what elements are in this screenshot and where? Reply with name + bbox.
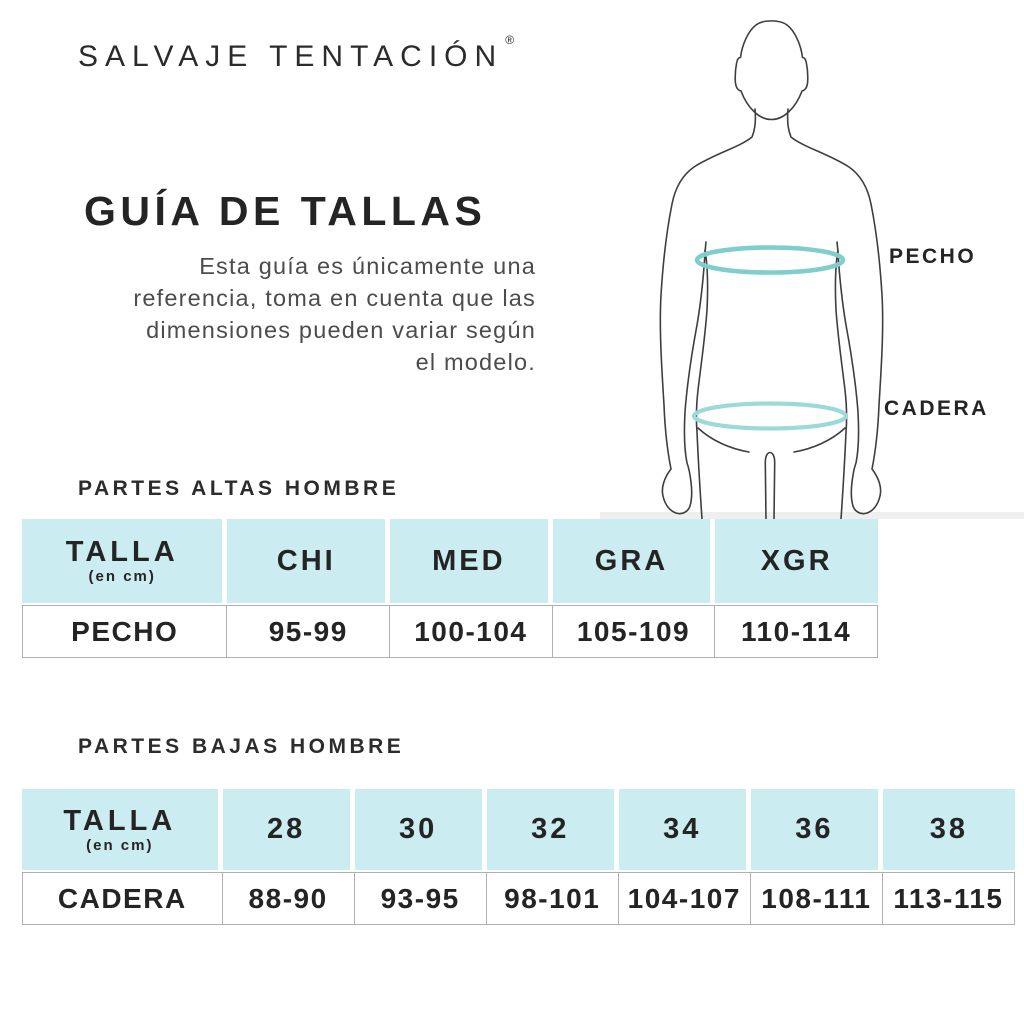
table-header-row (22, 789, 1015, 870)
value-cell: 108-111 (751, 872, 883, 925)
section-title-tops: PARTES ALTAS HOMBRE (78, 477, 400, 500)
guide-description (36, 250, 536, 378)
value-cell: 98-101 (487, 872, 619, 925)
header-cell-talla (22, 789, 223, 870)
brand-logo (78, 33, 515, 74)
value-cell: 104-107 (619, 872, 751, 925)
brand-name: SALVAJE TENTACIÓN (78, 40, 504, 73)
header-cell-size: 36 (751, 789, 883, 870)
value-cell: 105-109 (553, 605, 716, 658)
description-line: dimensiones pueden variar según (146, 317, 536, 343)
description-line: Esta guía es únicamente una (199, 253, 536, 279)
description-line: el modelo. (415, 349, 536, 375)
header-cell-size: 30 (355, 789, 487, 870)
page-title: GUÍA DE TALLAS (84, 188, 487, 234)
value-cell: 100-104 (390, 605, 553, 658)
hip-measure-line (694, 404, 846, 429)
row-label-cell: CADERA (22, 872, 223, 925)
header-cell-size: 28 (223, 789, 355, 870)
header-cell-size: MED (390, 519, 553, 603)
header-cell-size: 32 (487, 789, 619, 870)
unit-label: (en cm) (88, 568, 156, 585)
talla-label: TALLA (65, 536, 179, 568)
table-body-row (22, 872, 1015, 925)
chest-measure-line (697, 248, 843, 273)
talla-label: TALLA (63, 804, 177, 837)
value-cell: 88-90 (223, 872, 355, 925)
body-figure (600, 0, 1024, 519)
header-cell-talla (22, 519, 227, 603)
description-line: referencia, toma en cuenta que las (133, 285, 536, 311)
header-cell-size: 38 (883, 789, 1015, 870)
value-cell: 110-114 (715, 605, 878, 658)
table-header-row (22, 519, 878, 603)
header-cell-size: XGR (715, 519, 878, 603)
header-cell-size: GRA (553, 519, 716, 603)
section-title-bottoms: PARTES BAJAS HOMBRE (78, 735, 405, 758)
chest-label: PECHO (889, 245, 977, 268)
value-cell: 113-115 (883, 872, 1015, 925)
value-cell: 93-95 (355, 872, 487, 925)
registered-mark-icon: ® (505, 33, 515, 47)
table-body-row (22, 605, 878, 658)
value-cell: 95-99 (227, 605, 390, 658)
header-cell-size: 34 (619, 789, 751, 870)
unit-label: (en cm) (86, 836, 154, 854)
hip-label: CADERA (884, 397, 989, 420)
header-cell-size: CHI (227, 519, 390, 603)
size-table-bottoms (22, 789, 1015, 925)
size-table-tops (22, 519, 878, 658)
row-label-cell: PECHO (22, 605, 227, 658)
